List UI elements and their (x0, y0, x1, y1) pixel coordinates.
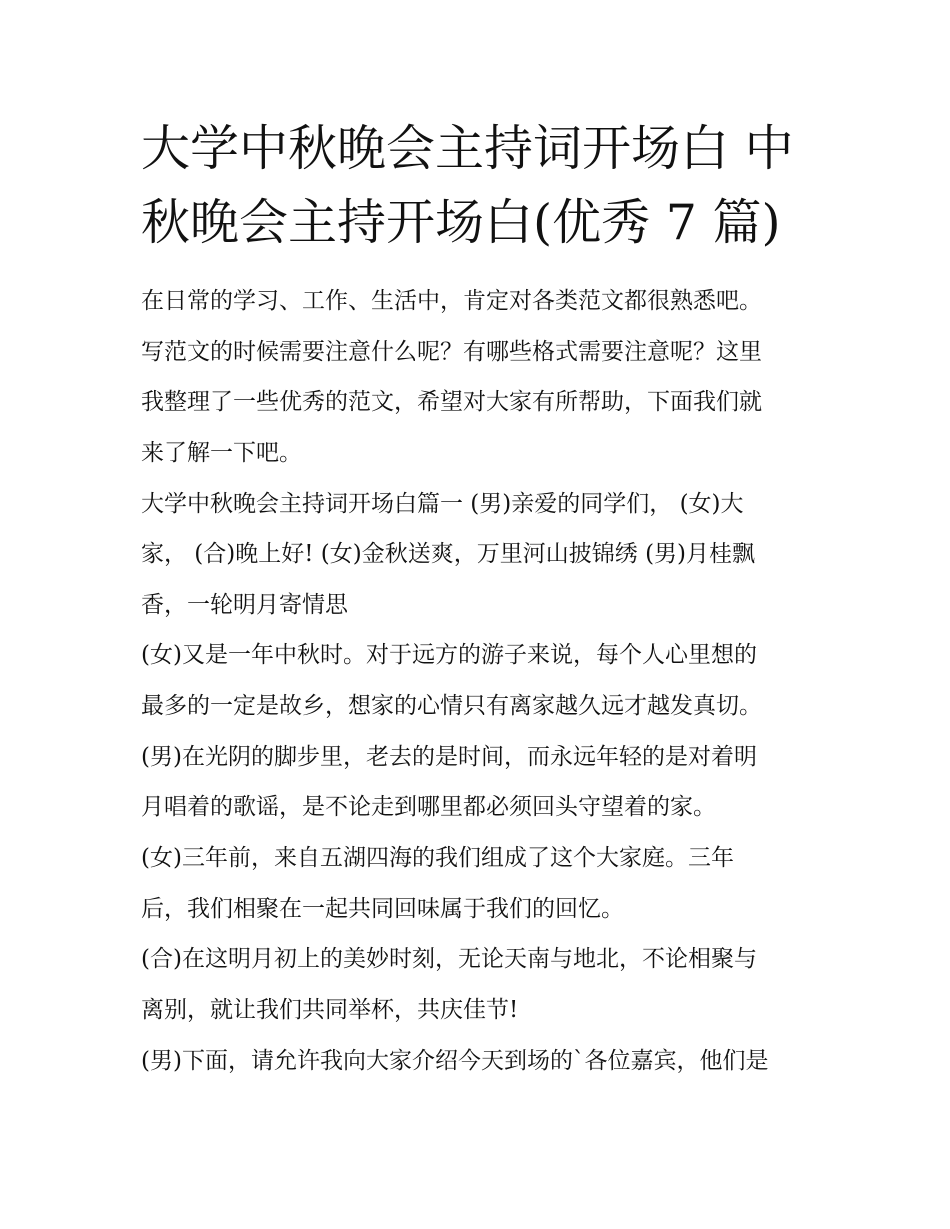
body-line-2: 写范文的时候需要注意什么呢？有哪些格式需要注意呢？这里 (141, 339, 762, 365)
body-line-8: (女)又是一年中秋时。对于远方的游子来说，每个人心里想的 (141, 642, 757, 668)
body-line-12: (女)三年前，来自五湖四海的我们组成了这个大家庭。三年 (141, 845, 734, 871)
body-line-1: 在日常的学习、工作、生活中，肯定对各类范文都很熟悉吧。 (141, 288, 762, 314)
body-line-4: 来了解一下吧。 (141, 440, 302, 466)
title-line-2: 秋晚会主持开场白(优秀 7 篇) (141, 194, 781, 251)
body-line-16: (男)下面，请允许我向大家介绍今天到场的`各位嘉宾，他们是 (141, 1048, 769, 1074)
body-line-3: 我整理了一些优秀的范文，希望对大家有所帮助，下面我们就 (141, 389, 762, 415)
body-line-5: 大学中秋晚会主持词开场白篇一 (男)亲爱的同学们， (女)大 (141, 491, 744, 517)
title-line-1: 大学中秋晚会主持词开场白 中 (141, 120, 794, 177)
body-line-13: 后，我们相聚在一起共同回味属于我们的回忆。 (141, 896, 624, 922)
body-line-7: 香，一轮明月寄情思 (141, 592, 348, 618)
body-line-6: 家， (合)晚上好! (女)金秋送爽，万里河山披锦绣 (男)月桂飘 (141, 541, 756, 567)
body-line-14: (合)在这明月初上的美妙时刻，无论天南与地北，不论相聚与 (141, 946, 757, 972)
body-line-9: 最多的一定是故乡，想家的心情只有离家越久远才越发真切。 (141, 693, 762, 719)
document-title (141, 112, 821, 260)
body-line-10: (男)在光阴的脚步里，老去的是时间，而永远年轻的是对着明 (141, 744, 757, 770)
body-line-15: 离别，就让我们共同举杯，共庆佳节! (141, 997, 519, 1023)
body-line-11: 月唱着的歌谣，是不论走到哪里都必须回头守望着的家。 (141, 794, 716, 820)
